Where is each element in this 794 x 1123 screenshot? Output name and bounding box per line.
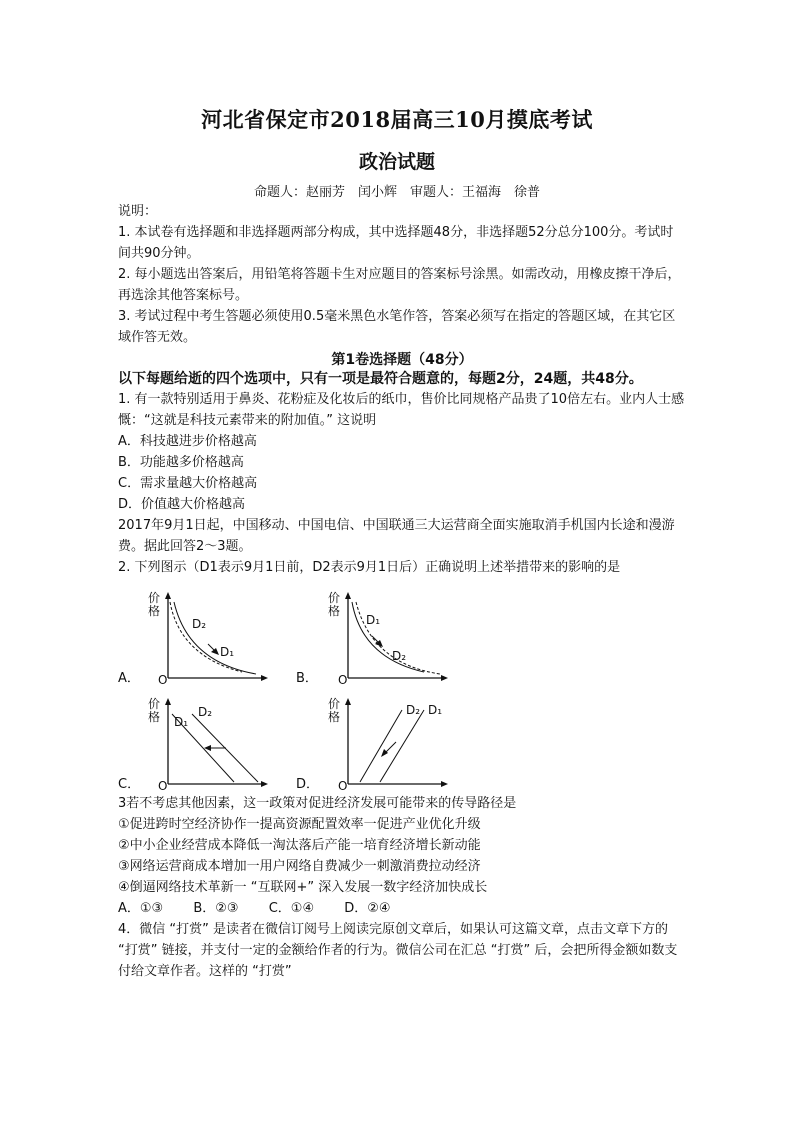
question-3-option: C．①④ xyxy=(268,901,315,916)
figure-d-line-right: D₁ xyxy=(428,703,443,717)
question-3-option: D．②④ xyxy=(344,901,391,916)
figure-a-origin: O xyxy=(158,673,168,687)
question-3-option: A．①③ xyxy=(118,901,164,916)
figure-c-origin: O xyxy=(158,779,168,793)
question-3-options xyxy=(118,898,686,919)
figure-a-curve-top: D₂ xyxy=(192,617,207,631)
question-3-item: ②中小企业经营成本降低一淘汰落后产能一培育经济增长新动能 xyxy=(118,838,481,853)
note-item: 3. 考试过程中考生答题必须使用0.5毫米黑色水笔作答，答案必须写在指定的答题区域，在其它区域作答无效。 xyxy=(118,309,676,345)
figure-b-graph xyxy=(332,592,452,682)
figure-b-curve-bottom: D₂ xyxy=(392,649,407,663)
figure-b-curve-top: D₁ xyxy=(366,613,381,627)
context-paragraph: 2017年9月1日起，中国移动、中国电信、中国联通三大运营商全面实施取消手机国内长途和漫游费。据此回答2～3题。 xyxy=(118,518,675,554)
figure-a-curve-bottom: D₁ xyxy=(220,645,235,659)
question-1-option: D．价值越大价格越高 xyxy=(118,497,246,512)
note-item: 1. 本试卷有选择题和非选择题两部分构成，其中选择题48分，非选择题52分总分100分。考试时间共90分钟。 xyxy=(118,225,674,261)
figure-c-line-right: D₂ xyxy=(198,705,213,719)
figure-b-origin: O xyxy=(338,673,348,687)
figure-d-ylabel: 价格 xyxy=(328,697,341,724)
figure-a-graph xyxy=(152,592,272,682)
note-item: 2. 每小题选出答案后，用铅笔将答题卡生对应题目的答案标号涂黑。如需改动，用橡皮擦干净后，再选涂其他答案标号。 xyxy=(118,267,681,303)
section-instruction: 以下每题给逝的四个选项中，只有一项是最符合题意的，每题2分，24题，共48分。 xyxy=(118,371,643,387)
question-1-option: B．功能越多价格越高 xyxy=(118,455,244,470)
figure-c-letter: C． xyxy=(118,777,141,792)
question-4-stem: 4．微信 “打赏” 是读者在微信订阅号上阅读完原创文章后，如果认可这篇文章，点击文章下方的 “打赏” 链接，并支付一定的金额给作者的行为。微信公司在汇总 “打赏” 后，会把所得金额如数支付给文章作者。这样的 “打赏” xyxy=(118,922,678,979)
figure-d-line-left: D₂ xyxy=(406,703,421,717)
figure-c-ylabel: 价格 xyxy=(148,697,161,724)
exam-title: 河北省保定市2018届高三10月摸底考试 xyxy=(201,107,593,132)
notes-label: 说明： xyxy=(118,204,158,219)
question-1-option: C．需求量越大价格越高 xyxy=(118,476,258,491)
question-2-figures xyxy=(118,578,686,793)
figure-a-letter: A． xyxy=(118,671,140,686)
question-2-stem: 2. 下列图示（D1表示9月1日前，D2表示9月1日后）正确说明上述举措带来的影响的是 xyxy=(118,560,621,575)
question-3-item: ④倒逼网络技术革新一 “互联网+” 深入发展一数字经济加快成长 xyxy=(118,880,488,895)
figure-d-letter: D． xyxy=(296,777,320,792)
figure-d-origin: O xyxy=(338,779,348,793)
figure-b-ylabel: 价格 xyxy=(328,591,341,618)
question-3-item: ③网络运营商成本增加一用户网络自费减少一刺激消费拉动经济 xyxy=(118,859,481,874)
figure-b-letter: B． xyxy=(296,671,318,686)
figure-a-ylabel: 价格 xyxy=(148,591,161,618)
section-title: 第1卷选择题（48分） xyxy=(331,352,473,368)
figure-c xyxy=(148,697,272,795)
question-1-option: A．科技越进步价格越高 xyxy=(118,434,257,449)
question-1-stem: 1. 有一款特别适用于鼻炎、花粉症及化妆后的纸巾，售价比同规格产品贵了10倍左右。业内人士感慨：“这就是科技元素带来的附加值。” 这说明 xyxy=(118,392,685,428)
figure-a xyxy=(148,591,272,689)
exam-subject: 政治试题 xyxy=(358,151,435,173)
exam-body xyxy=(118,201,686,982)
question-3-option: B．②③ xyxy=(193,901,239,916)
figure-d xyxy=(328,697,452,795)
figure-c-line-left: D₁ xyxy=(174,715,189,729)
exam-authors: 命题人：赵丽芳 闰小辉 审题人：王福海 徐普 xyxy=(253,185,540,200)
question-3-item: ①促进跨时空经济协作一提高资源配置效率一促进产业优化升级 xyxy=(118,817,481,832)
figure-b xyxy=(328,591,452,689)
question-3-stem: 3若不考虑其他因素，这一政策对促进经济发展可能带来的传导路径是 xyxy=(118,796,517,811)
